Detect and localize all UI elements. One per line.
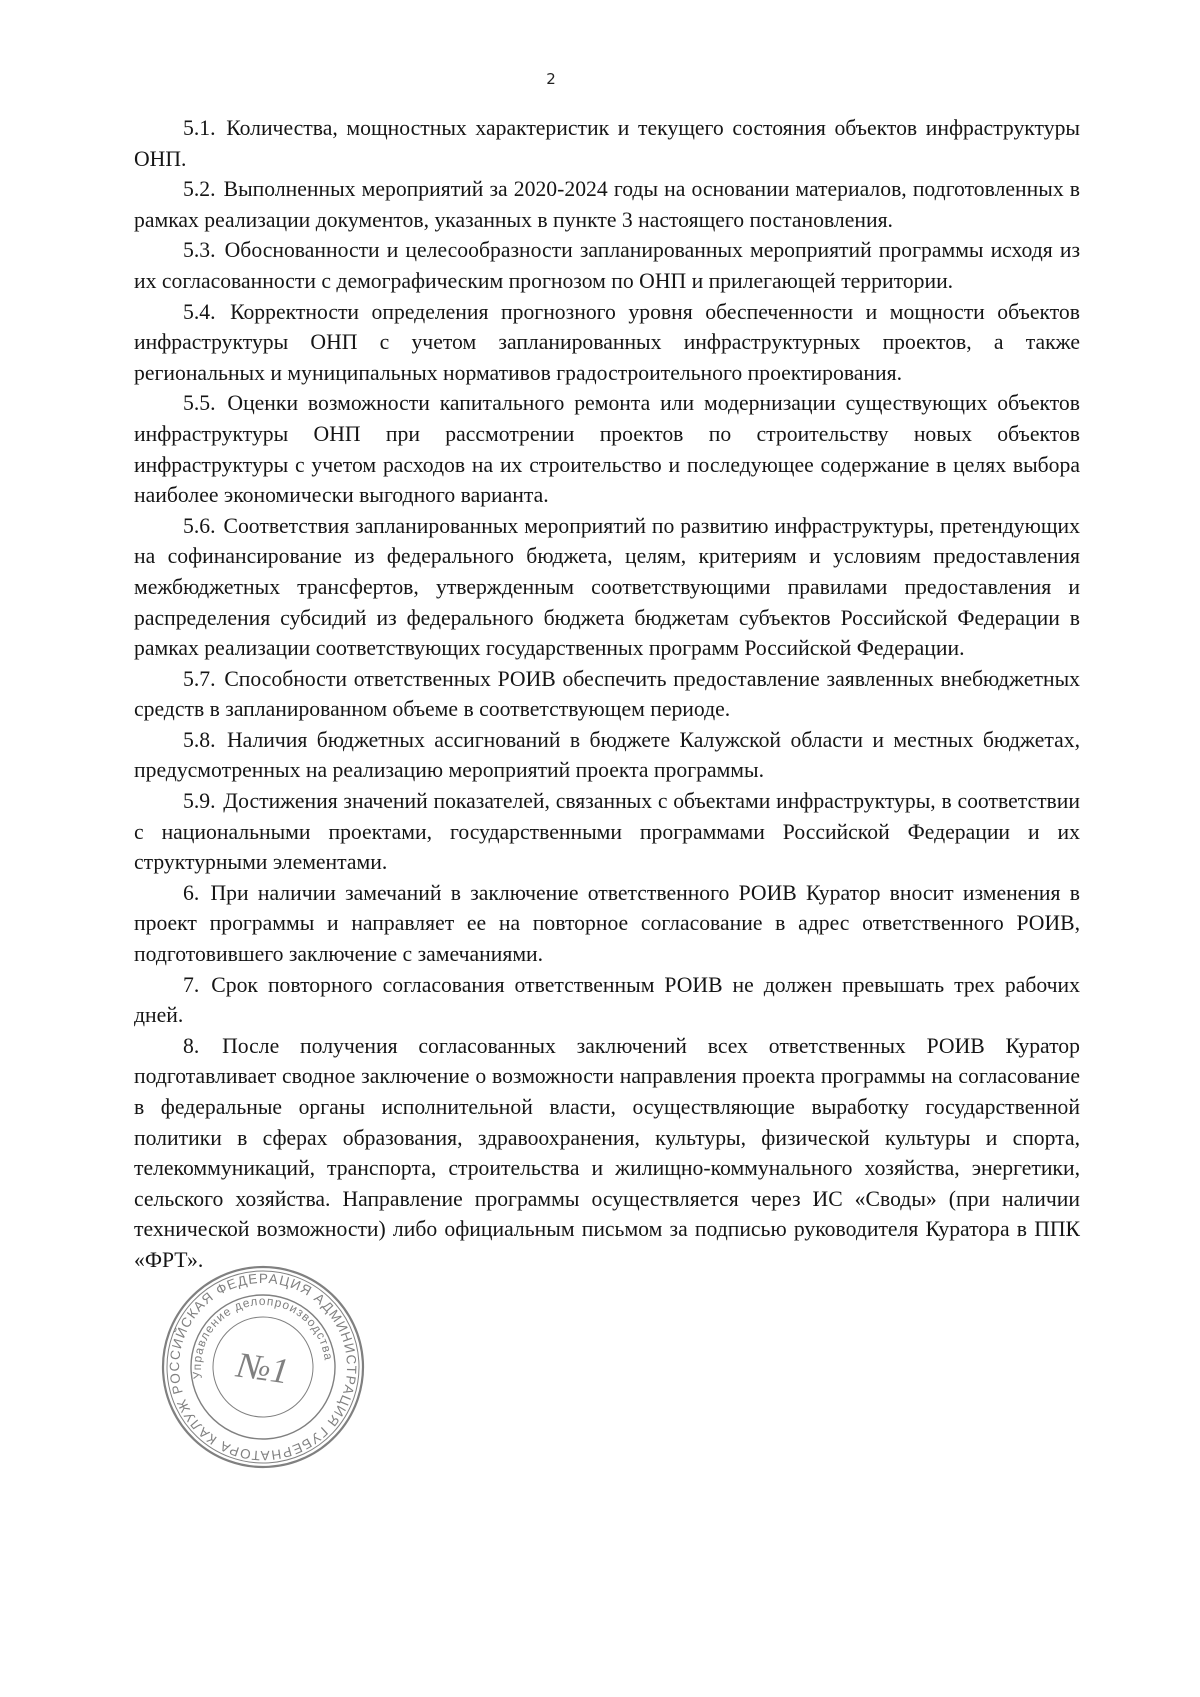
- paragraph-text: Выполненных мероприятий за 2020-2024 годы на основании материалов, подготовленных в рамках реализации документов, указанных в пункте 3 настоящего постановления.: [134, 177, 1081, 232]
- paragraph-5-6: [134, 511, 1080, 664]
- paragraph-text: Оценки возможности капитального ремонта или модернизации существующих объектов инфраструктуры ОНП при рассмотрении проектов по строительству новых объектов инфраструктуры с учетом расходов на их строительство и последующее содержание в целях выбора наиболее экономически выгодного варианта.: [134, 391, 1080, 508]
- seal-center-number: №1: [234, 1344, 292, 1392]
- paragraph-text: Количества, мощностных характеристик и текущего состояния объектов инфраструктуры ОНП.: [134, 116, 1081, 171]
- paragraph-number: 5.6.: [183, 513, 216, 538]
- paragraph-number: 8.: [183, 1033, 200, 1058]
- paragraph-text: При наличии замечаний в заключение ответственного РОИВ Куратор вносит изменения в проект программы и направляет ее на повторное согласование в адрес ответственного РОИВ, подготовившего заключение с замечаниями.: [134, 880, 1080, 967]
- paragraph-text: Способности ответственных РОИВ обеспечить предоставление заявленных внебюджетных средств в запланированном объеме в соответствующем периоде.: [134, 666, 1081, 722]
- paragraph-text: Соответствия запланированных мероприятий по развитию инфраструктуры, претендующих на софинансирование из федерального бюджета, целям, критериям и условиям предоставления межбюджетных трансфертов, утвержденным соответствующими правилами предоставления и распределения субсидий из федерального бюджета бюджетам субъектов Российской Федерации в рамках реализации соответствующих государственных программ Российской Федерации.: [134, 513, 1081, 661]
- paragraph-text: Наличия бюджетных ассигнований в бюджете Калужской области и местных бюджетах, предусмотренных на реализацию мероприятий проекта программы.: [134, 727, 1080, 783]
- page-number: 2: [546, 70, 556, 88]
- paragraph-8: [134, 1031, 1080, 1276]
- paragraph-5-3: [134, 235, 1080, 296]
- paragraph-6: [134, 878, 1080, 970]
- paragraph-number: 6.: [183, 880, 200, 905]
- paragraph-7: [134, 970, 1080, 1031]
- paragraph-text: После получения согласованных заключений всех ответственных РОИВ Куратор подготавливает сводное заключение о возможности направления проекта программы на согласование в федеральные органы исполнительной власти, осуществляющие выработку государственной политики в сферах образования, здравоохранения, культуры, физической культуры и спорта, телекоммуникаций, транспорта, строительства и жилищно-коммунального хозяйства, энергетики, сельского хозяйства. Направление программы осуществляется через ИС «Своды» (при наличии технической возможности) либо официальным письмом за подписью руководителя Куратора в ППК «ФРТ».: [134, 1033, 1080, 1272]
- paragraph-text: Срок повторного согласования ответственным РОИВ не должен превышать трех рабочих дней.: [134, 972, 1081, 1028]
- paragraph-5-1: [134, 113, 1080, 174]
- paragraph-number: 5.1.: [183, 116, 216, 140]
- paragraph-5-4: [134, 297, 1080, 389]
- paragraph-number: 7.: [183, 972, 200, 997]
- paragraph-number: 5.5.: [183, 391, 216, 416]
- paragraph-number: 5.2.: [183, 177, 216, 202]
- paragraph-number: 5.8.: [183, 727, 216, 752]
- seal-inner-text: Управление делопроизводства: [189, 1293, 336, 1380]
- paragraph-number: 5.4.: [183, 299, 216, 324]
- paragraph-text: Обоснованности и целесообразности запланированных мероприятий программы исходя из их согласованности с демографическим прогнозом по ОНП и прилегающей территории.: [134, 238, 1081, 293]
- paragraph-text: Корректности определения прогнозного уровня обеспеченности и мощности объектов инфраструктуры ОНП с учетом запланированных инфраструктурных проектов, а также региональных и муниципальных нормативов градостроительного проектирования.: [134, 299, 1081, 385]
- paragraph-number: 5.3.: [183, 238, 216, 263]
- paragraph-number: 5.7.: [183, 666, 216, 691]
- document-body: [134, 113, 1080, 1276]
- paragraph-5-8: [134, 725, 1080, 786]
- seal-outer-text: РОССИЙСКАЯ ФЕДЕРАЦИЯ АДМИНИСТРАЦИЯ ГУБЕРНАТОРА КАЛУЖСКОЙ: [166, 1270, 360, 1464]
- paragraph-number: 5.9.: [183, 789, 216, 814]
- paragraph-5-5: [134, 388, 1080, 510]
- paragraph-5-9: [134, 786, 1080, 878]
- seal-graphic: [158, 1262, 368, 1472]
- paragraph-5-2: [134, 174, 1080, 235]
- paragraph-5-7: [134, 664, 1080, 725]
- paragraph-text: Достижения значений показателей, связанных с объектами инфраструктуры, в соответствии с национальными проектами, государственными программами Российской Федерации и их структурными элементами.: [134, 789, 1080, 875]
- official-seal: [158, 1262, 368, 1472]
